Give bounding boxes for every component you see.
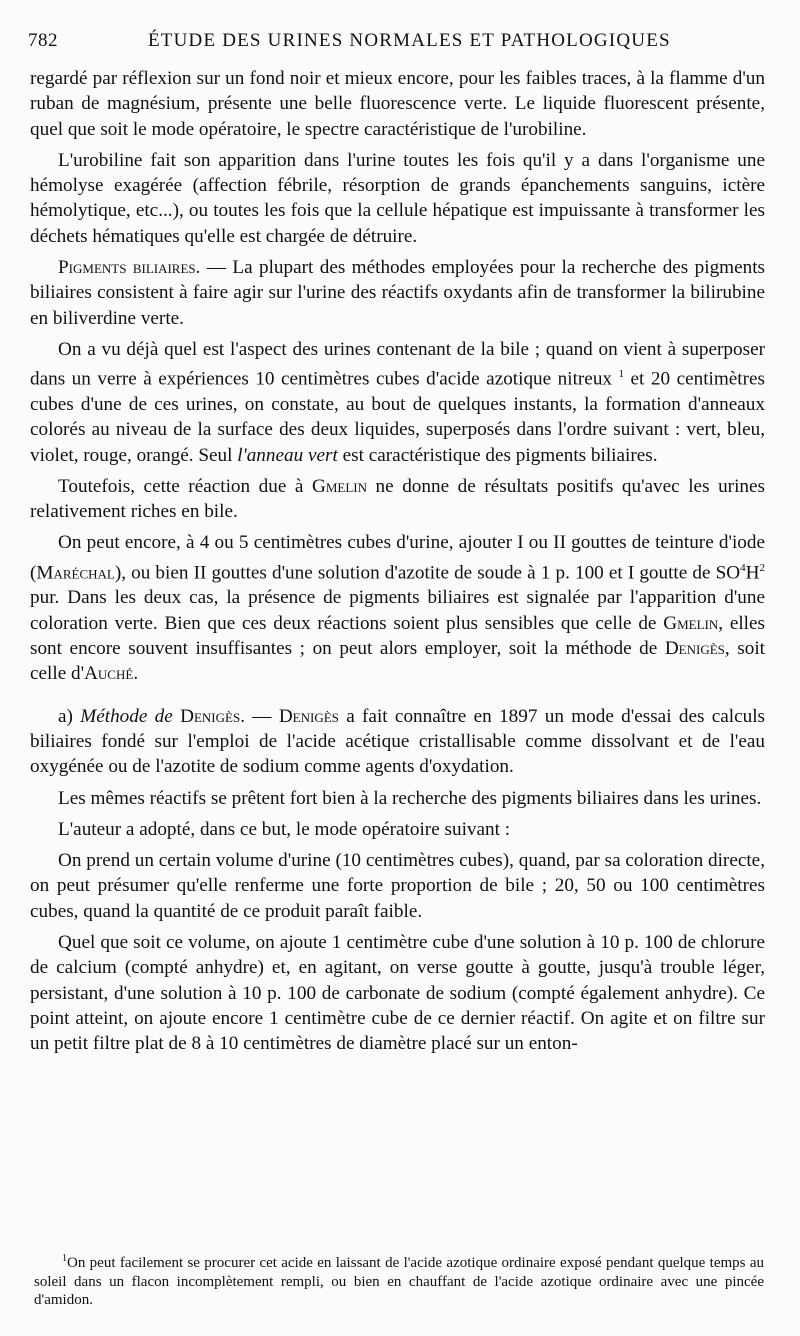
paragraph-text: ne donne de résultats positifs qu'avec les urines relativement riches en bile. bbox=[30, 475, 765, 523]
running-header bbox=[28, 22, 760, 52]
paragraph: Quel que soit ce volume, on ajoute 1 centimètre cube d'une solution à 10 p. 100 de chlorure de calcium (compté anhydre) et, en agitant, on verse goutte à goutte, jusqu'à trouble léger, persistant, d'une solution à 10 p. 100 de carbonate de sodium (compté également anhydre). Ce point atteint, on ajoute encore 1 centimètre cube de ce dernier réactif. On agite et on filtre sur un petit filtre plat de 8 à 10 centimètres de diamètre placé sur un enton- bbox=[30, 931, 765, 1055]
paragraph-text: est caractéristique des pigments biliaires. bbox=[337, 444, 658, 466]
running-title: ÉTUDE DES URINES NORMALES ET PATHOLOGIQUES bbox=[148, 30, 671, 51]
section-heading: Pigments biliaires. bbox=[58, 257, 201, 279]
page-number: 782 bbox=[28, 30, 58, 51]
paragraph-text: — La plupart des méthodes employées pour la recherche des pigments biliaires consistent à faire agir sur l'urine des réactifs oxydants afin de transformer la bilirubine en biliverdine verte. bbox=[30, 257, 765, 329]
paragraph: L'urobiline fait son apparition dans l'urine toutes les fois qu'il y a dans l'organisme une hémolyse exagérée (affection fébrile, résorption de grands épanchements sanguins, ictère hémolytique, etc...), ou toutes les fois que la cellule hépatique est impuissante à transformer les déchets hématiques qu'elle est chargée de détruire. bbox=[30, 149, 765, 247]
paragraph-text: . bbox=[133, 663, 139, 685]
paragraph-text: et 20 centimètres cubes d'une de ces urines, on constate, au bout de quelques instants, la formation d'anneaux colorés au niveau de la surface des deux liquides, superposés dans l'ordre suivant : vert, bleu, violet, rouge, orangé. Seul bbox=[30, 368, 766, 466]
section-heading: Méthode de bbox=[80, 705, 181, 727]
paragraph bbox=[30, 530, 765, 686]
footnote-mark: 1 bbox=[62, 1253, 67, 1264]
author-name: Denigès bbox=[278, 705, 339, 727]
paragraph-text: On peut encore, à 4 ou 5 centimètres cubes d'urine, ajouter I ou II gouttes de teinture d'iode ( bbox=[30, 532, 765, 584]
main-text bbox=[30, 66, 765, 1056]
formula-superscript: 2 bbox=[759, 561, 765, 574]
paragraph-text: Toutefois, cette réaction due à bbox=[58, 475, 312, 497]
footnote-body: On peut facilement se procurer cet acide en laissant de l'acide azotique ordinaire exposé pendant quelque temps au soleil dans un flacon incomplètement rempli, ou bien en chauffant de l'acide azotique ordinaire avec une pincée d'amidon. bbox=[34, 1255, 764, 1308]
section-methode-deniges bbox=[30, 704, 765, 780]
author-name: Gmelin bbox=[663, 612, 719, 634]
paragraph-text: a fait connaître en 1897 un mode d'essai des calculs biliaires fondé sur l'emploi de l'acide acétique cristallisable comme dissolvant et de l'eau oxygénée ou de l'azotite de sodium comme agents d'oxydation. bbox=[30, 705, 766, 778]
paragraph: L'auteur a adopté, dans ce but, le mode opératoire suivant : bbox=[58, 818, 511, 840]
section-pigments-biliaires bbox=[30, 255, 765, 331]
paragraph-text: On a vu déjà quel est l'aspect des urines contenant de la bile ; quand on vient à superposer dans un verre à expériences 10 centimètres cubes d'acide azotique nitreux bbox=[30, 338, 765, 390]
paragraph: regardé par réflexion sur un fond noir et mieux encore, pour les faibles traces, à la flamme d'un ruban de magnésium, présente une belle fluorescence verte. Le liquide fluorescent présente, quel que soit le mode opératoire, le spectre caractéristique de l'urobiline. bbox=[30, 68, 765, 140]
paragraph: On prend un certain volume d'urine (10 centimètres cubes), quand, par sa coloration directe, on peut présumer qu'elle renferme une forte proportion de bile ; 20, 50 ou 100 centimètres cubes, quand la quantité de ce produit paraît faible. bbox=[30, 850, 765, 922]
paragraph-text: , elles sont encore souvent insuffisantes ; on peut alors employer, soit la méthode de bbox=[30, 612, 765, 660]
footnote bbox=[34, 1250, 764, 1310]
paragraph-text: , soit celle d' bbox=[30, 638, 765, 685]
emphasis: l'anneau vert bbox=[237, 444, 338, 466]
paragraph-text: pur. Dans les deux cas, la présence de pigments biliaires est signalée par l'apparition d'une coloration verte. Bien que ces deux réactions soient plus sensibles que celle de bbox=[30, 587, 765, 634]
paragraph-text: . — bbox=[240, 705, 279, 727]
author-name: Maréchal bbox=[36, 562, 115, 584]
formula-superscript: 4 bbox=[740, 561, 746, 574]
author-name: Denigès bbox=[180, 705, 241, 727]
paragraph-text: ), ou bien II gouttes d'une solution d'azotite de soude à 1 p. 100 et I goutte de SO bbox=[114, 562, 741, 584]
author-name: Denigès bbox=[664, 638, 725, 660]
author-name: Gmelin bbox=[311, 475, 367, 497]
paragraph bbox=[30, 474, 765, 525]
footnote-ref: 1 bbox=[618, 368, 625, 381]
paragraph bbox=[30, 337, 765, 468]
paragraph: Les mêmes réactifs se prêtent fort bien à la recherche des pigments biliaires dans les urines. bbox=[58, 787, 762, 809]
author-name: Auché bbox=[84, 663, 134, 685]
footnote-text bbox=[34, 1250, 764, 1310]
paragraph-text: a) bbox=[58, 705, 81, 727]
formula-text: H bbox=[745, 562, 760, 584]
